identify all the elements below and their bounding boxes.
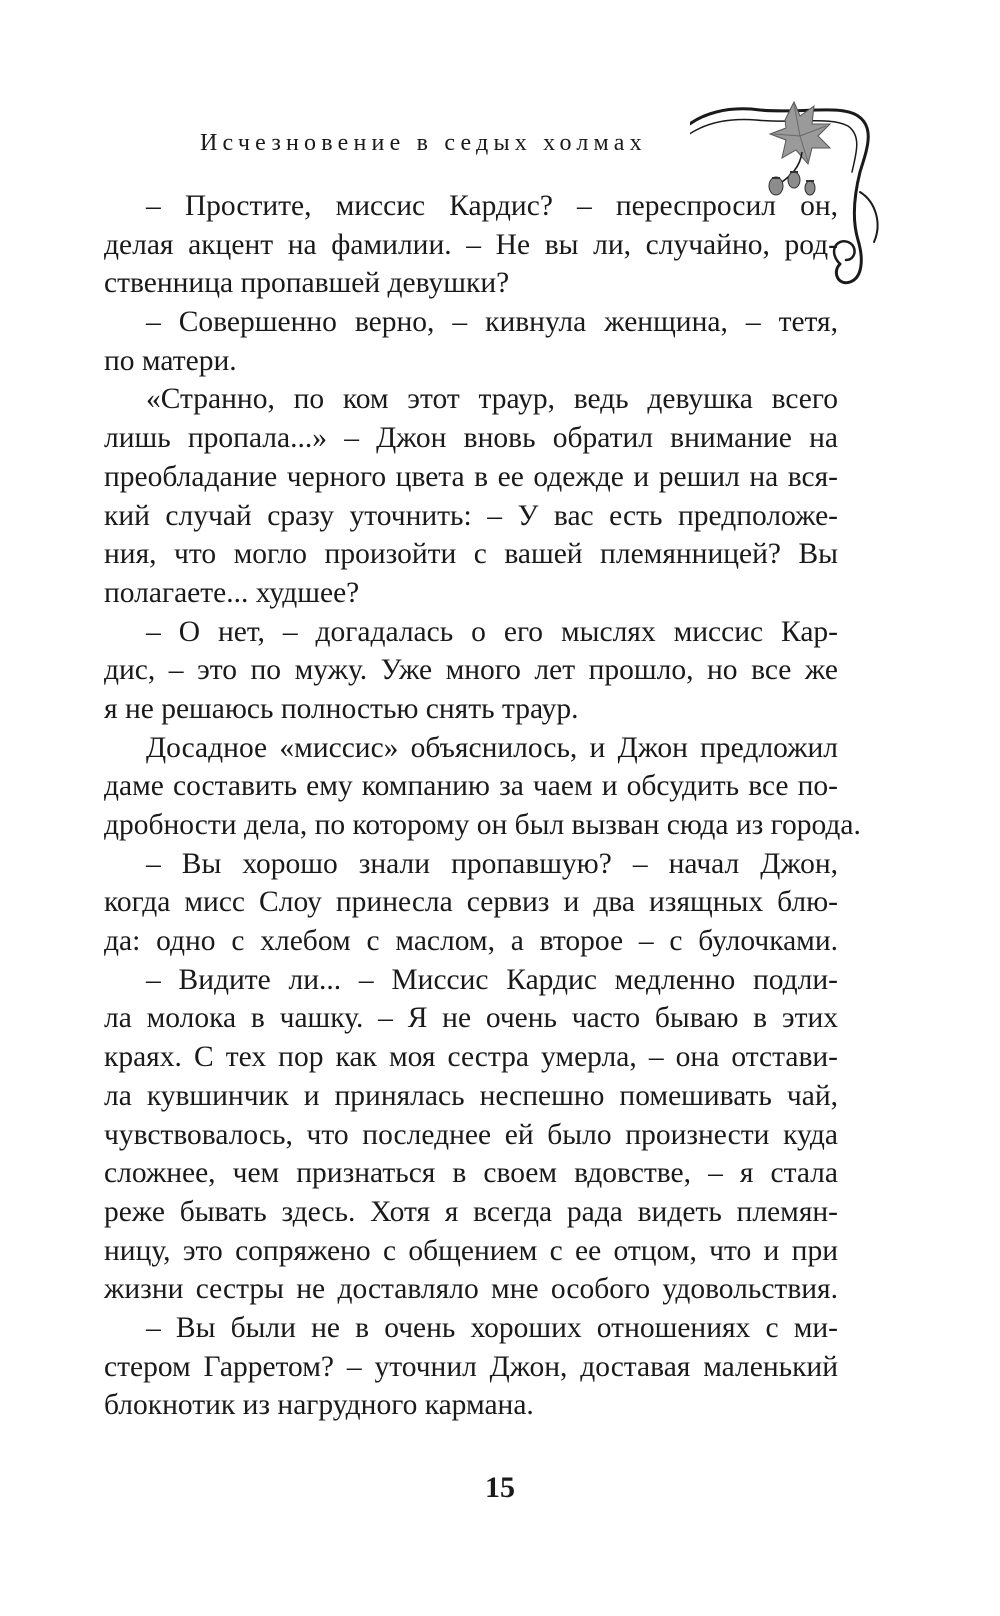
text-line: делая акцент на фамилии. – Не вы ли, случайно, род- <box>104 228 838 261</box>
text-line: – Видите ли... – Миссис Кардис медленно подли- <box>146 963 838 996</box>
text-line: – Простите, миссис Кардис? – переспросил он, <box>146 190 838 222</box>
text-line: дис, – это по мужу. Уже много лет прошло, но все же <box>104 654 838 687</box>
text-line: по матери. <box>104 344 237 377</box>
running-header: Исчезновение в седых холмах <box>200 130 647 156</box>
text-line: полагаете... худшее? <box>104 576 360 609</box>
text-line: ницу, это сопряжено с общением с ее отцом, что и при <box>104 1234 838 1267</box>
text-line: жизни сестры не доставляло мне особого удовольствия. <box>104 1273 838 1306</box>
text-line: преобладание черного цвета в ее одежде и решил на вся- <box>104 460 838 493</box>
text-line: я не решаюсь полностью снять траур. <box>104 692 579 725</box>
text-line: Досадное «миссис» объяснилось, и Джон предложил <box>146 731 838 764</box>
text-line: стером Гарретом? – уточнил Джон, доставая маленький <box>104 1350 838 1383</box>
text-line: сложнее, чем признаться в своем вдовстве, – я стала <box>104 1157 838 1190</box>
text-line: даме составить ему компанию за чаем и обсудить все по- <box>104 770 838 803</box>
text-line: ла кувшинчик и принялась неспешно помешивать чай, <box>104 1079 838 1112</box>
text-line: – Вы были не в очень хороших отношениях с ми- <box>146 1311 838 1344</box>
text-line: лишь пропала...» – Джон вновь обратил внимание на <box>104 422 838 455</box>
page-number: 15 <box>485 1471 515 1504</box>
body-text <box>104 187 861 1425</box>
text-line: блокнотик из нагрудного кармана. <box>104 1389 534 1422</box>
text-line: – Вы хорошо знали пропавшую? – начал Джон, <box>146 847 838 880</box>
text-line: «Странно, по ком этот траур, ведь девушка всего <box>146 383 838 416</box>
text-line: чувствовалось, что последнее ей было произнести куда <box>104 1118 838 1151</box>
text-line: ственница пропавшей девушки? <box>104 267 510 300</box>
text-line: дробности дела, по которому он был вызван сюда из города. <box>104 809 861 841</box>
text-line: реже бывать здесь. Хотя я всегда рада видеть племян- <box>104 1195 838 1228</box>
text-line: ла молока в чашку. – Я не очень часто бываю в этих <box>104 1002 838 1035</box>
text-line: – Совершенно верно, – кивнула женщина, – тетя, <box>146 306 838 339</box>
text-line: ния, что могло произойти с вашей племянницей? Вы <box>104 538 838 571</box>
text-line: когда мисс Слоу принесла сервиз и два изящных блю- <box>104 886 838 919</box>
text-line: краях. С тех пор как моя сестра умерла, – она отстави- <box>104 1041 838 1074</box>
text-line: да: одно с хлебом с маслом, а второе – с булочками. <box>104 925 838 958</box>
text-line: кий случай сразу уточнить: – У вас есть предположе- <box>104 499 838 532</box>
text-line: – О нет, – догадалась о его мыслях миссис Кар- <box>146 615 838 648</box>
